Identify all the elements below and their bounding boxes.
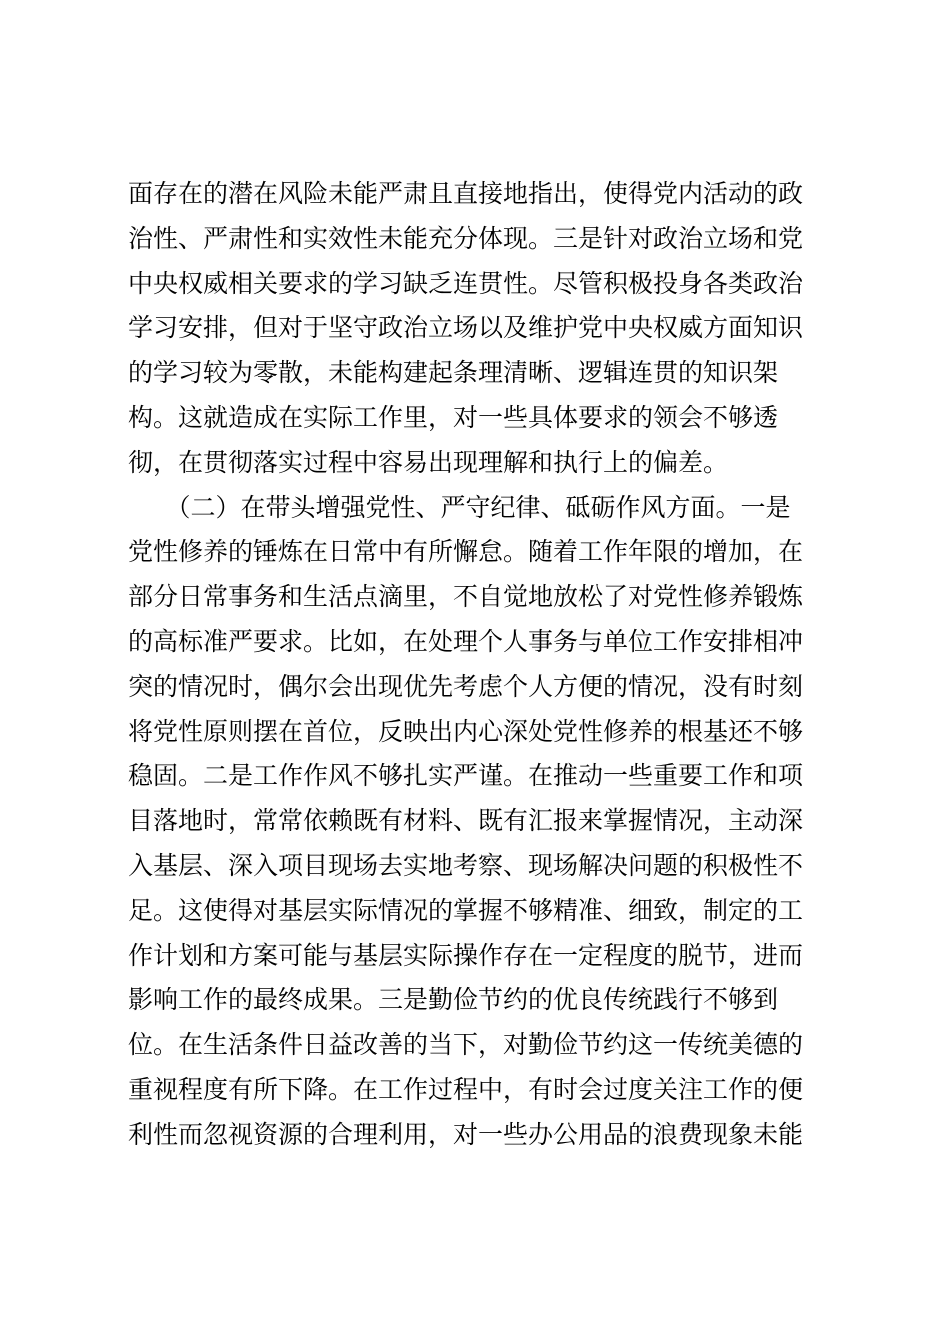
text-line: 治性、严肃性和实效性未能充分体现。三是针对政治立场和党 [128, 223, 804, 253]
text-line: 的高标准严要求。比如，在处理个人事务与单位工作安排相冲 [128, 626, 804, 656]
text-line: 部分日常事务和生活点滴里，不自觉地放松了对党性修养锻炼 [128, 582, 804, 612]
text-line: 彻，在贯彻落实过程中容易出现理解和执行上的偏差。 [128, 447, 729, 477]
text-line: 稳固。二是工作作风不够扎实严谨。在推动一些重要工作和项 [128, 761, 804, 791]
text-line: 影响工作的最终成果。三是勤俭节约的优良传统践行不够到 [128, 985, 779, 1015]
text-line: 学习安排，但对于坚守政治立场以及维护党中央权威方面知识 [128, 313, 804, 343]
text-line: 利性而忽视资源的合理利用，对一些办公用品的浪费现象未能 [128, 1119, 804, 1149]
text-line: 位。在生活条件日益改善的当下，对勤俭节约这一传统美德的 [128, 1030, 804, 1060]
text-line: 党性修养的锤炼在日常中有所懈怠。随着工作年限的增加，在 [128, 537, 804, 567]
text-line: 面存在的潜在风险未能严肃且直接地指出，使得党内活动的政 [128, 179, 804, 208]
text-line: 目落地时，常常依赖既有材料、既有汇报来掌握情况，主动深 [128, 806, 804, 836]
text-line: 将党性原则摆在首位，反映出内心深处党性修养的根基还不够 [128, 716, 804, 746]
section-heading-line: （二）在带头增强党性、严守纪律、砥砺作风方面。一是 [128, 492, 791, 522]
text-line: 重视程度有所下降。在工作过程中，有时会过度关注工作的便 [128, 1074, 804, 1104]
text-line: 作计划和方案可能与基层实际操作存在一定程度的脱节，进而 [128, 940, 804, 970]
text-line: 足。这使得对基层实际情况的掌握不够精准、细致，制定的工 [128, 895, 804, 925]
text-line: 突的情况时，偶尔会出现优先考虑个人方便的情况，没有时刻 [128, 671, 804, 701]
body-text [128, 172, 828, 1158]
text-line: 中央权威相关要求的学习缺乏连贯性。尽管积极投身各类政治 [128, 268, 804, 298]
text-line: 入基层、深入项目现场去实地考察、现场解决问题的积极性不 [128, 850, 804, 880]
text-line: 的学习较为零散，未能构建起条理清晰、逻辑连贯的知识架 [128, 358, 779, 388]
text-line: 构。这就造成在实际工作里，对一些具体要求的领会不够透 [128, 402, 779, 432]
